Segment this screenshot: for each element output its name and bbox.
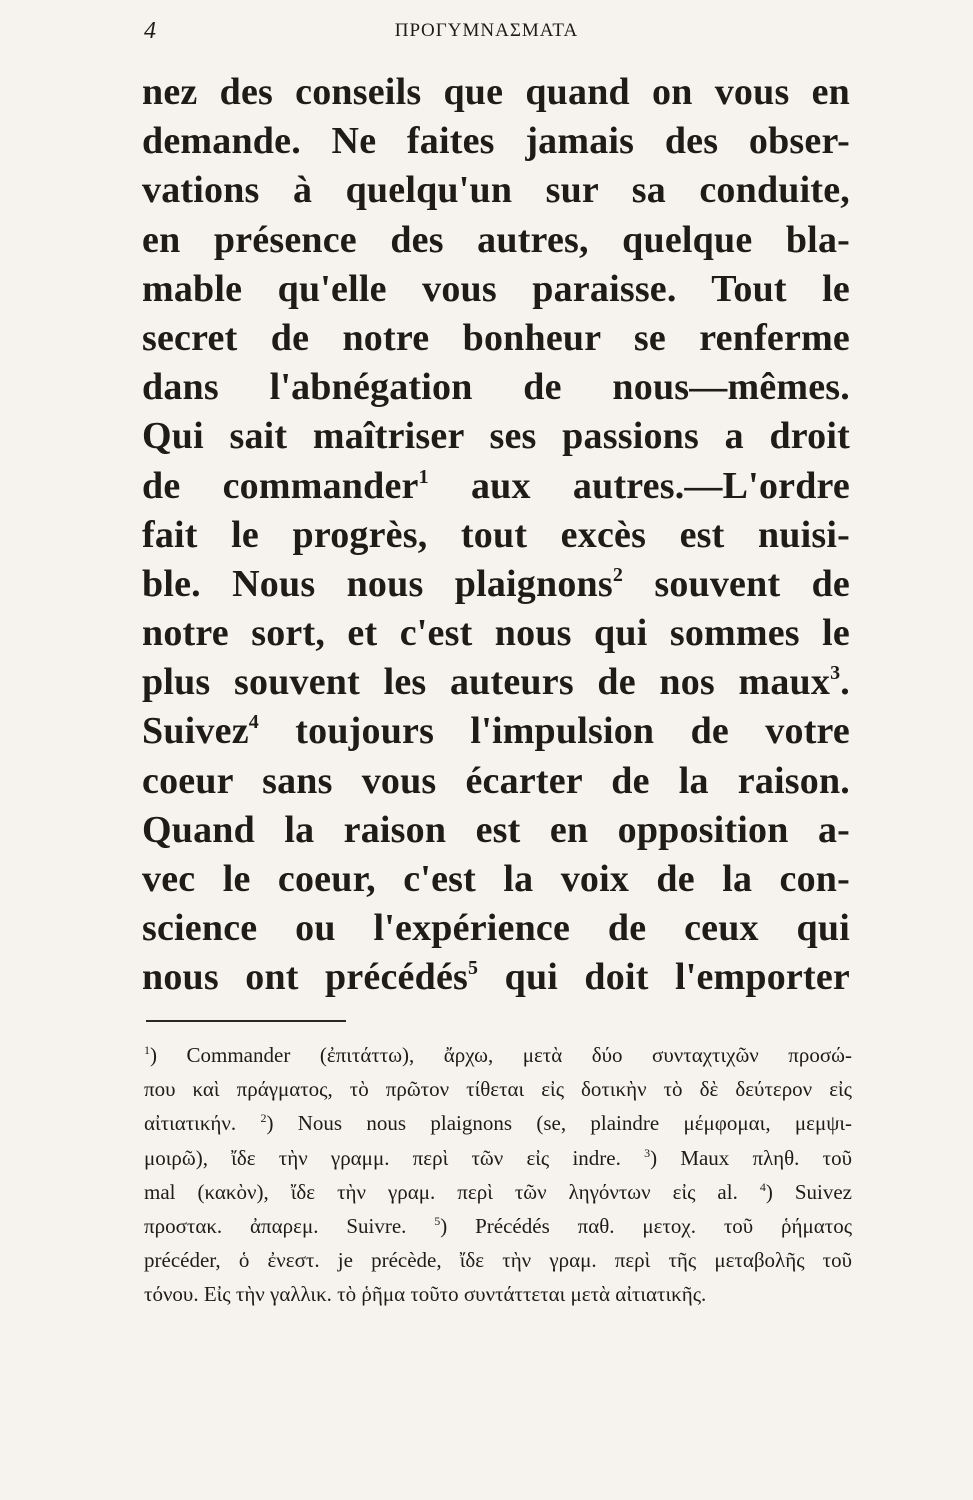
body-line-text: vations à quelqu'un sur sa conduite, (142, 169, 850, 212)
footnote-text: ) Suivez (765, 1179, 852, 1204)
body-line (142, 757, 850, 806)
footnote-line (144, 1209, 852, 1243)
footnote-text: ) Maux πληθ. τοῦ (650, 1145, 852, 1170)
body-line (142, 904, 850, 953)
footnote-text: τόνου. Εἰς τὴν γαλλικ. τὸ ῥῆμα τοῦτο συντάττεται μετὰ αἰτιατικῆς. (144, 1282, 707, 1307)
body-line (142, 855, 850, 904)
body-line (142, 462, 850, 511)
footnote-text: ) Commander (ἐπιτάττω), ἄρχω, μετὰ δύο συνταχτιχῶν προσώ- (150, 1043, 852, 1067)
body-line-text: Qui sait maîtriser ses passions a droit (142, 415, 850, 458)
body-line (142, 707, 850, 756)
footnote-number: 3 (644, 1145, 651, 1160)
footnote-text: προστακ. ἀπαρεμ. Suivre. (144, 1213, 407, 1238)
footnote-number: 4 (759, 1179, 766, 1194)
body-line-text: nous ont précédés (142, 956, 469, 999)
footnote-text: που καὶ πράγματος, τὸ πρῶτον τίθεται εἰς δοτικὴν τὸ δὲ δεύτερον εἰς (144, 1077, 852, 1102)
footnote-text: ) Précédés παθ. μετοχ. τοῦ ῥήματος (440, 1213, 853, 1238)
body-line-text: en présence des autres, quelque bla- (142, 218, 850, 261)
page-number: 4 (144, 18, 156, 44)
body-line-text: nez des conseils que quand on vous en (142, 71, 850, 113)
body-line (142, 314, 850, 363)
footnote-text: mal (κακὸν), ἴδε τὴν γραμ. περὶ τῶν ληγόντων εἰς al. (144, 1179, 738, 1204)
body-line-text: aux autres.—L'ordre (428, 464, 850, 507)
body-line-text: coeur sans vous écarter de la raison. (142, 759, 850, 802)
footnote-marker: 1 (418, 465, 429, 488)
body-line (142, 412, 850, 461)
footnote-text: αἰτιατικήν. (144, 1111, 237, 1136)
body-line-text: mable qu'elle vous paraisse. Tout le (142, 267, 850, 310)
body-line-text: fait le progrès, tout excès est nuisi- (142, 513, 850, 556)
body-line (142, 560, 850, 609)
page-header (0, 14, 973, 48)
body-line (142, 953, 850, 1002)
footnote-line (144, 1106, 852, 1140)
body-line-text: dans l'abnégation de nous—mêmes. (142, 366, 850, 409)
footnote-number: 5 (434, 1213, 441, 1228)
body-line (142, 609, 850, 658)
footnote-text: ) Nous nous plaignons (se, plaindre μέμφομαι, μεμψι- (266, 1111, 853, 1136)
body-line-text: qui doit l'emporter (478, 956, 850, 999)
footnote-line (144, 1243, 852, 1277)
body-line-text: notre sort, et c'est nous qui sommes le (142, 612, 850, 655)
footnote-line (144, 1038, 852, 1072)
body-line-text: science ou l'expérience de ceux qui (142, 907, 850, 950)
footnote-rule (146, 1020, 346, 1022)
footnote-number: 1 (144, 1043, 150, 1057)
body-line-text: souvent de (623, 562, 850, 605)
body-line (142, 265, 850, 314)
body-line-text: plus souvent les auteurs de nos maux (142, 661, 831, 704)
body-line (142, 117, 850, 166)
body-line (142, 166, 850, 215)
body-line-text: . (840, 661, 850, 704)
body-line (142, 658, 850, 707)
footnote-line (144, 1072, 852, 1106)
body-line-text: demande. Ne faites jamais des obser- (142, 120, 850, 163)
footnote-marker: 4 (248, 711, 259, 734)
footnotes (144, 1038, 852, 1312)
body-line-text: Quand la raison est en opposition a- (142, 808, 850, 851)
footnote-text: précéder, ὁ ἐνεστ. je précède, ἴδε τὴν γραμ. περὶ τῆς μεταβολῆς τοῦ (144, 1248, 852, 1273)
footnote-line (144, 1175, 852, 1209)
footnote-line (144, 1141, 852, 1175)
body-line (142, 363, 850, 412)
body-line (142, 511, 850, 560)
body-line-text: secret de notre bonheur se renferme (142, 316, 850, 359)
footnote-marker: 3 (830, 662, 841, 685)
running-title: ΠΡΟΓΥΜΝΑΣΜΑΤΑ (394, 20, 579, 41)
body-line-text: vec le coeur, c'est la voix de la con- (142, 858, 850, 900)
body-line-text: de commander (142, 464, 419, 507)
footnote-text: μοιρῶ), ἴδε τὴν γραμμ. περὶ τῶν εἰς indre. (144, 1145, 621, 1170)
body-line-text: ble. Nous nous plaignons (142, 562, 613, 605)
body-line (142, 806, 850, 855)
body-line-text: Suivez (142, 710, 249, 753)
body-line (142, 68, 850, 117)
body-line (142, 216, 850, 265)
footnote-line (144, 1277, 852, 1311)
body-text (142, 68, 850, 1003)
body-line-text: toujours l'impulsion de votre (258, 710, 850, 753)
footnote-marker: 5 (468, 957, 479, 980)
footnote-marker: 2 (612, 563, 624, 586)
footnote-number: 2 (260, 1111, 267, 1126)
